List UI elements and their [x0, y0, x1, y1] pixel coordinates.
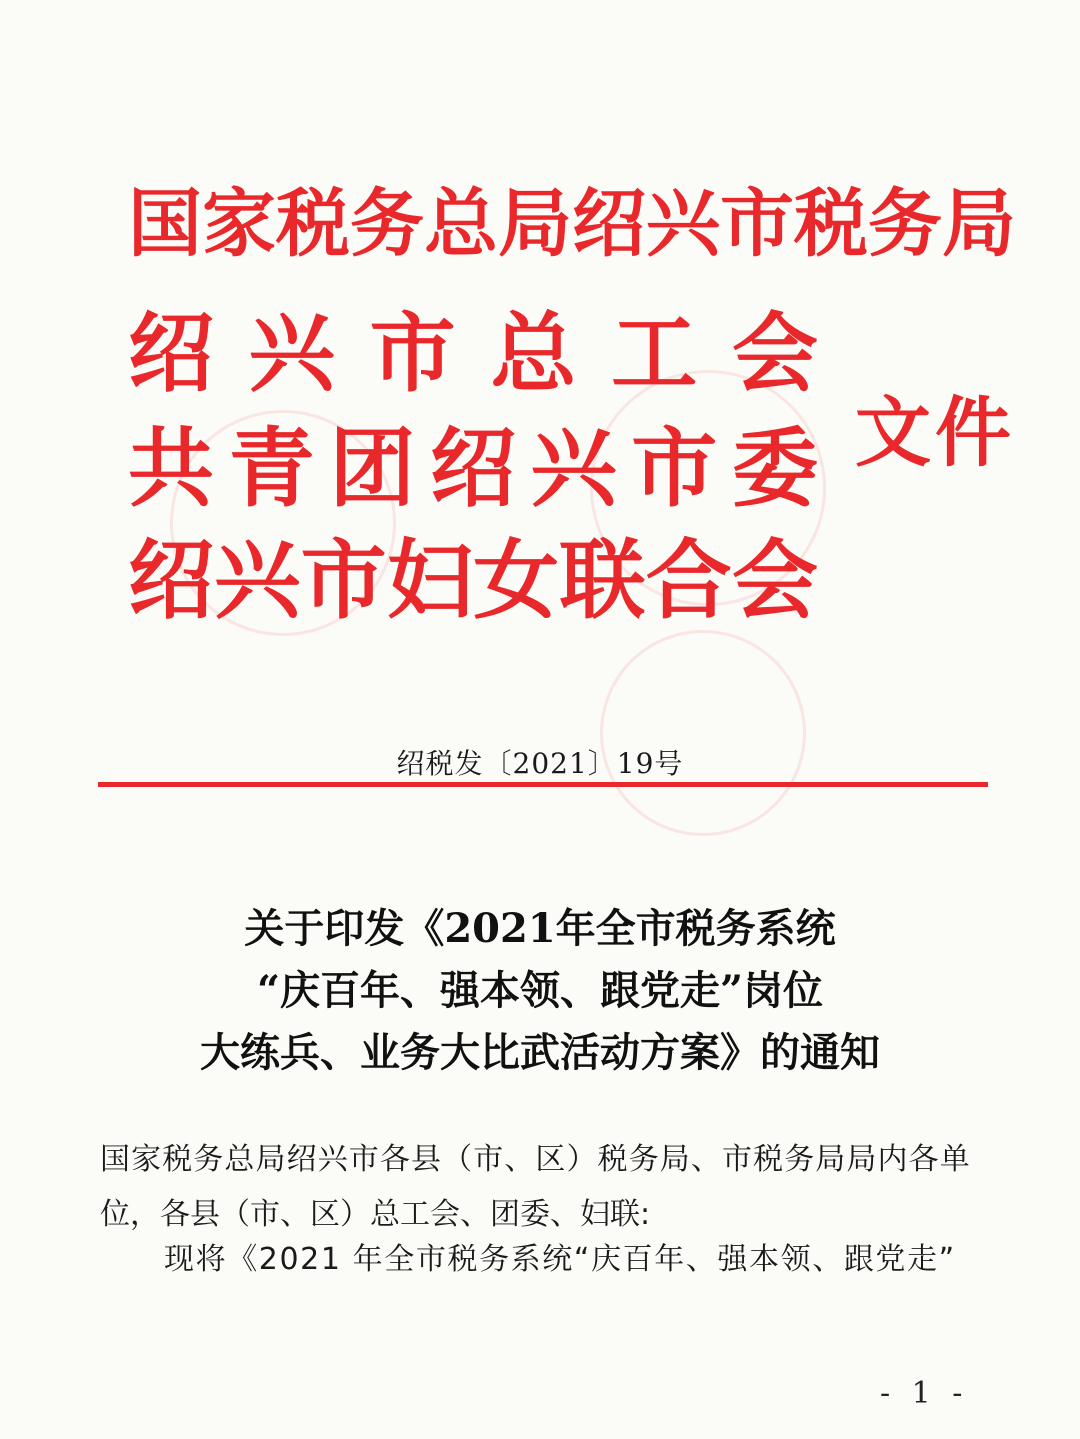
notice-title: [0, 898, 1080, 1084]
org-youth-league: 共 青 团 绍 兴 市 委: [128, 419, 818, 519]
page-number: - 1 -: [880, 1376, 969, 1411]
document-number: 绍税发〔2021〕19号: [396, 747, 684, 780]
file-label: 文件: [855, 388, 1015, 477]
faint-seal-shadow: [600, 630, 806, 836]
title-line-1: 关于印发《2021年全市税务系统: [244, 905, 836, 952]
title-line-2: “庆百年、强本领、跟党走”岗位: [256, 967, 823, 1014]
org-tax-bureau: 国 家 税 务 总 局 绍 兴 市 税 务 局: [128, 181, 1016, 267]
org-womens-federation: 绍 兴 市 妇 女 联 合 会: [128, 531, 818, 631]
recipients-line-2: 位，各县（市、区）总工会、团委、妇联:: [100, 1197, 651, 1232]
org-federation-of-trade-unions: 绍 兴 市 总 工 会: [128, 304, 818, 404]
recipients-line-1: 国家税务总局绍兴市各县（市、区）税务局、市税务局局内各单: [100, 1142, 971, 1177]
title-line-3: 大练兵、业务大比武活动方案》的通知: [200, 1029, 880, 1076]
red-separator-line: [98, 782, 988, 787]
body-paragraph: 现将《2021 年全市税务系统“庆百年、强本领、跟党走”: [164, 1242, 956, 1277]
recipients: [100, 1132, 990, 1242]
